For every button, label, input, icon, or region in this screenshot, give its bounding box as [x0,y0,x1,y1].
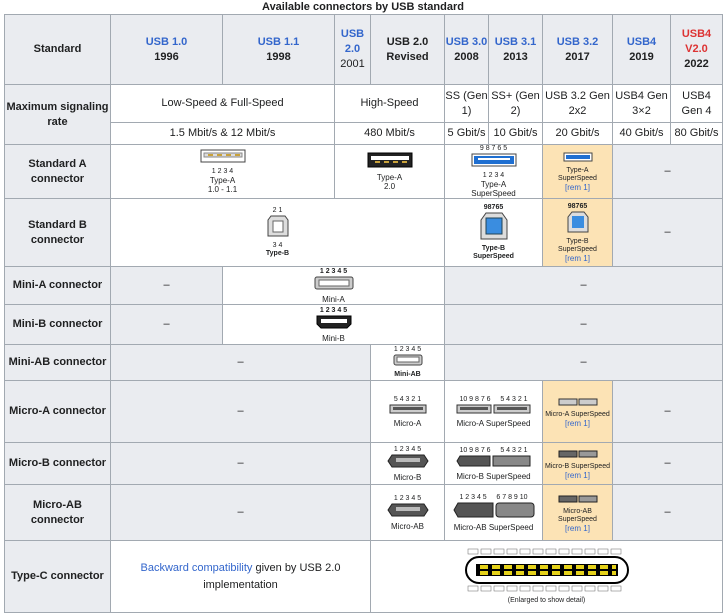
speed-name: USB4 Gen 4 [671,85,723,123]
empty-cell: – [613,443,723,485]
col-usb10[interactable]: USB 1.0 1996 [111,15,223,85]
type-b-superspeed-small-icon [567,211,589,233]
header-row [5,15,723,85]
empty-cell: – [613,145,723,199]
type-c-cell [371,541,723,613]
rem-link[interactable]: [rem 1] [565,253,590,263]
mini-a-cell: 1 2 3 4 5 Mini-A [223,267,445,305]
type-a-ss-cell: 9 8 7 6 5 1 2 3 4 Type-A SuperSpeed [445,145,543,199]
row-standard-a: Standard A connector [5,145,111,199]
empty-cell: – [111,345,371,381]
table-caption: Available connectors by USB standard [262,1,464,13]
type-b-ss-cell: 98765 Type-B SuperSpeed [445,199,543,267]
type-a-superspeed-small-icon [563,152,593,162]
micro-b-32-cell: Micro-B SuperSpeed [rem 1] [543,443,613,485]
usb-connectors-table [4,14,723,613]
empty-cell: – [445,345,723,381]
col-usb4[interactable]: USB4 2019 [613,15,671,85]
micro-ab-32-cell: Micro-AB SuperSpeed [rem 1] [543,485,613,541]
empty-cell: – [613,199,723,267]
speed-rate: 1.5 Mbit/s & 12 Mbit/s [111,123,335,145]
mini-a-connector-icon [314,276,354,290]
speed-name: USB4 Gen 3×2 [613,85,671,123]
type-a-cell: 1 2 3 4 Type-A 1.0 - 1.1 [111,145,335,199]
col-usb11[interactable]: USB 1.1 1998 [223,15,335,85]
micro-ab-connector-icon [386,503,430,517]
speed-rate: 10 Gbit/s [489,123,543,145]
rem-link[interactable]: [rem 1] [565,470,590,480]
speed-name: SS+ (Gen 2) [489,85,543,123]
empty-cell: – [445,305,723,345]
type-a-32-cell: Type-A SuperSpeed [rem 1] [543,145,613,199]
mini-ab-cell: 1 2 3 4 5 Mini-AB [371,345,445,381]
empty-cell: – [111,381,371,443]
row-mini-b: Mini-B connector [5,305,111,345]
row-micro-a: Micro-A connector [5,381,111,443]
mini-ab-connector-icon [393,354,423,366]
signaling-label: Maximum signaling rate [5,85,111,145]
micro-b-cell: 1 2 3 4 5 Micro-B [371,443,445,485]
micro-ab-superspeed-connector-icon [453,502,535,518]
row-type-c: Type-C connector [5,541,111,613]
col-usb4v2[interactable]: USB4 V2.0 2022 [671,15,723,85]
empty-cell: – [111,305,223,345]
micro-b-ss-cell: 10 9 8 7 6 5 4 3 2 1 Micro-B SuperSpeed [445,443,543,485]
empty-cell: – [111,267,223,305]
micro-a-32-cell: Micro-A SuperSpeed [rem 1] [543,381,613,443]
micro-a-ss-cell: 10 9 8 7 6 5 4 3 2 1 Micro-A SuperSpeed [445,381,543,443]
type-b-32-cell: 98765 Type-B SuperSpeed [rem 1] [543,199,613,267]
rem-link[interactable]: [rem 1] [565,418,590,428]
type-a-superspeed-connector-icon [471,153,517,167]
micro-b-superspeed-small-icon [558,450,598,458]
type-c-compat-cell: Backward compatibility given by USB 2.0 implementation [111,541,371,613]
col-usb20[interactable]: USB 2.0 2001 [335,15,371,85]
speed-name: High-Speed [335,85,445,123]
empty-cell: – [613,485,723,541]
row-mini-a: Mini-A connector [5,267,111,305]
speed-rate: 20 Gbit/s [543,123,613,145]
type-c-note: (Enlarged to show detail) [507,597,586,604]
empty-cell: – [613,381,723,443]
speed-rate: 40 Gbit/s [613,123,671,145]
micro-ab-superspeed-small-icon [558,495,598,503]
col-usb31[interactable]: USB 3.1 2013 [489,15,543,85]
micro-a-cell: 5 4 3 2 1 Micro-A [371,381,445,443]
type-a-connector-icon [200,149,246,163]
type-b-superspeed-connector-icon [480,212,508,240]
speed-name: Low-Speed & Full-Speed [111,85,335,123]
row-micro-b: Micro-B connector [5,443,111,485]
speed-name: SS (Gen 1) [445,85,489,123]
micro-b-superspeed-connector-icon [456,455,532,467]
micro-b-connector-icon [386,454,430,468]
col-usb32[interactable]: USB 3.2 2017 [543,15,613,85]
type-a-20-cell: Type-A 2.0 [335,145,445,199]
empty-cell: – [445,267,723,305]
row-micro-ab: Micro-AB connector [5,485,111,541]
rem-link[interactable]: [rem 1] [565,182,590,192]
type-b-cell: 2 1 3 4 Type-B [111,199,445,267]
micro-ab-ss-cell: 1 2 3 4 5 6 7 8 9 10 Micro-AB SuperSpeed [445,485,543,541]
empty-cell: – [111,485,371,541]
type-b-connector-icon [267,215,289,237]
standard-header: Standard [5,15,111,85]
type-a-20-connector-icon [367,152,413,168]
backward-compatibility-link[interactable]: Backward compatibility [140,561,253,574]
row-standard-b: Standard B connector [5,199,111,267]
rem-link[interactable]: [rem 1] [565,523,590,533]
micro-a-superspeed-small-icon [558,398,598,406]
mini-b-cell: 1 2 3 4 5 Mini-B [223,305,445,345]
micro-a-superspeed-connector-icon [456,404,532,414]
row-mini-ab: Mini-AB connector [5,345,111,381]
speed-rate: 80 Gbit/s [671,123,723,145]
speed-name: USB 3.2 Gen 2x2 [543,85,613,123]
micro-ab-cell: 1 2 3 4 5 Micro-AB [371,485,445,541]
speed-rate: 480 Mbit/s [335,123,445,145]
speed-rate: 5 Gbit/s [445,123,489,145]
col-usb20-revised: USB 2.0 Revised [371,15,445,85]
col-usb30[interactable]: USB 3.0 2008 [445,15,489,85]
micro-a-connector-icon [389,404,427,414]
empty-cell: – [111,443,371,485]
type-c-connector-icon [462,548,632,592]
mini-b-connector-icon [314,315,354,329]
